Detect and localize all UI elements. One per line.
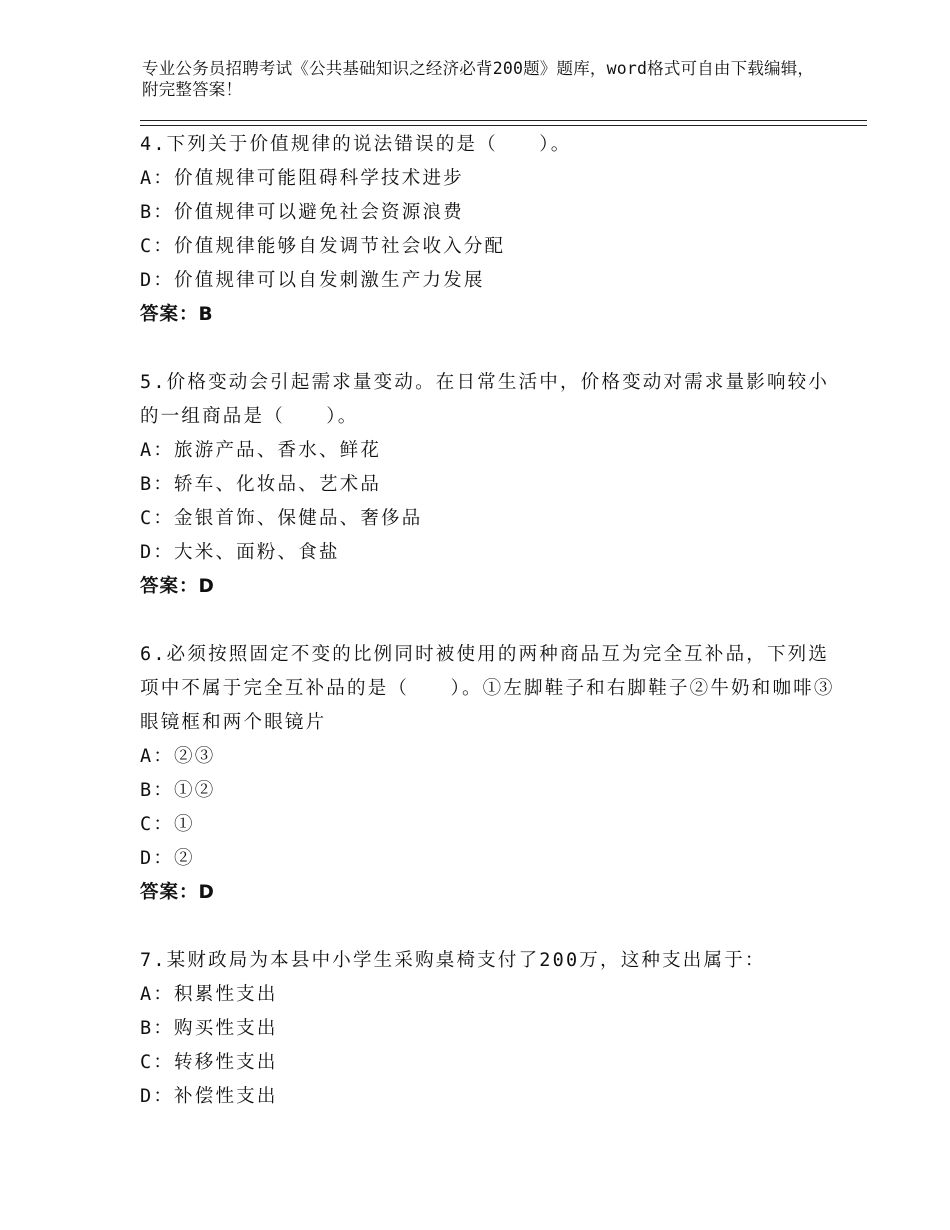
option-a: A：积累性支出 (140, 984, 278, 1005)
option-b: B：轿车、化妆品、艺术品 (140, 474, 382, 495)
header-divider (140, 120, 867, 126)
question-4 (140, 128, 840, 332)
option-d: D：补偿性支出 (140, 1086, 278, 1107)
option-a: A：价值规律可能阻碍科学技术进步 (140, 168, 464, 189)
answer-line: 答案：D (140, 576, 215, 597)
question-stem: 7.某财政局为本县中小学生采购桌椅支付了200万，这种支出属于： (140, 950, 766, 971)
option-b: B：价值规律可以避免社会资源浪费 (140, 202, 464, 223)
option-b: B：①② (140, 780, 216, 801)
question-5 (140, 366, 840, 604)
option-b: B：购买性支出 (140, 1018, 278, 1039)
option-d: D：② (140, 848, 195, 869)
option-c: C：① (140, 814, 195, 835)
question-7 (140, 944, 840, 1114)
option-a: A：②③ (140, 746, 216, 767)
document-header: 专业公务员招聘考试《公共基础知识之经济必背200题》题库，word格式可自由下载编辑，附完整答案！ (142, 59, 815, 99)
option-a: A：旅游产品、香水、鲜花 (140, 440, 382, 461)
question-stem: 5.价格变动会引起需求量变动。在日常生活中，价格变动对需求量影响较小的一组商品是（ ）。 (140, 372, 830, 427)
answer-line: 答案：D (140, 882, 215, 903)
question-stem: 4.下列关于价值规律的说法错误的是（ ）。 (140, 134, 572, 155)
option-d: D：价值规律可以自发刺激生产力发展 (140, 270, 485, 291)
option-c: C：转移性支出 (140, 1052, 278, 1073)
answer-line: 答案：B (140, 304, 214, 325)
question-6 (140, 638, 840, 910)
question-list (140, 128, 840, 1148)
question-stem: 6.必须按照固定不变的比例同时被使用的两种商品互为完全互补品，下列选项中不属于完全互补品的是（ ）。①左脚鞋子和右脚鞋子②牛奶和咖啡③眼镜框和两个眼镜片 (140, 644, 835, 733)
option-c: C：价值规律能够自发调节社会收入分配 (140, 236, 506, 257)
option-d: D：大米、面粉、食盐 (140, 542, 340, 563)
option-c: C：金银首饰、保健品、奢侈品 (140, 508, 423, 529)
